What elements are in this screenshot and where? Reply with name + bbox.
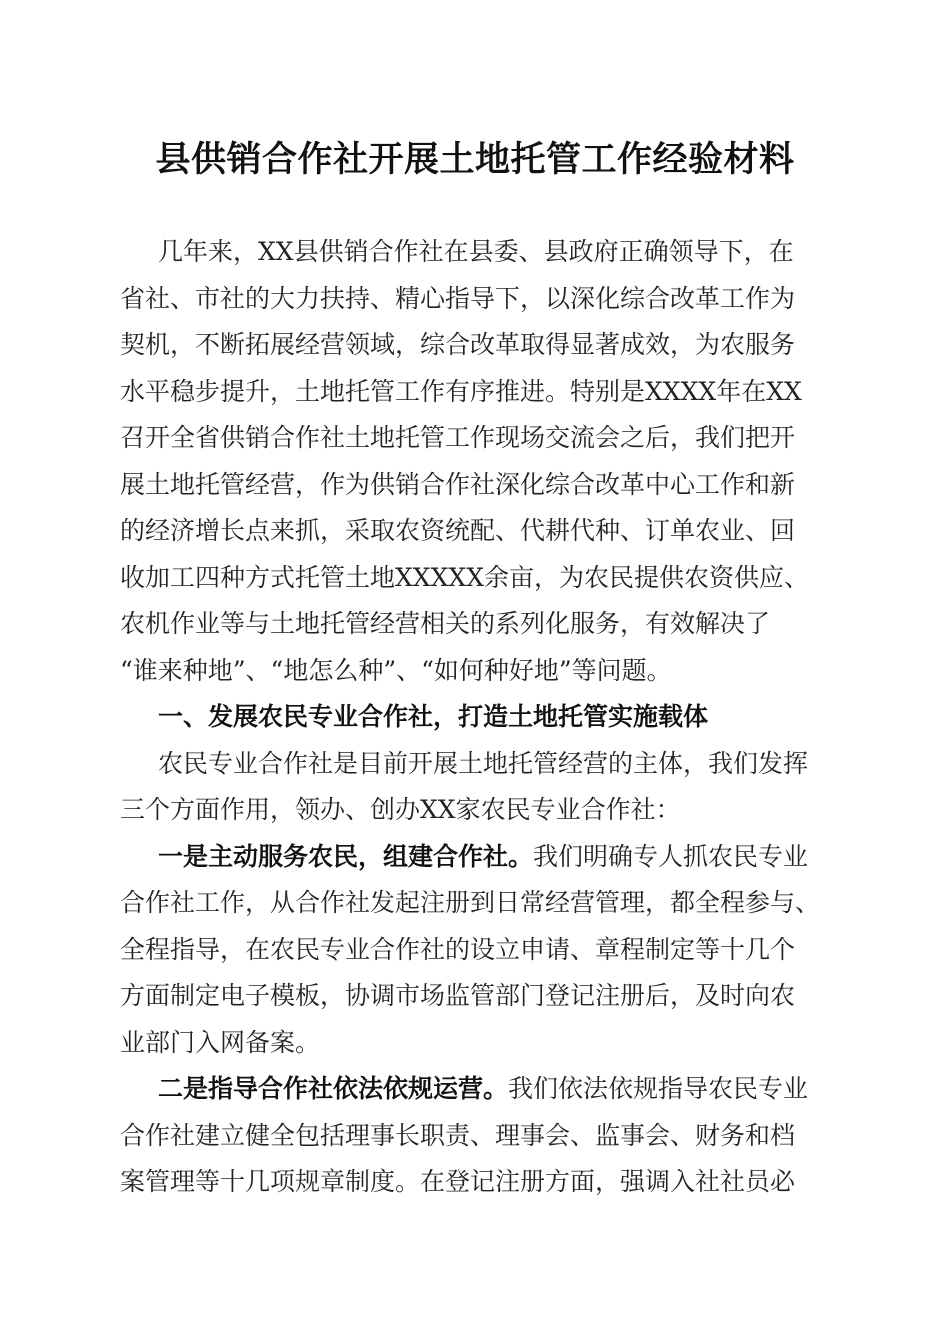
intro-line: 召开全省供销合作社土地托管工作现场交流会之后，我们把开 (120, 423, 796, 452)
intro-line: 展土地托管经营，作为供销合作社深化综合改革中心工作和新 (120, 469, 796, 499)
point1-first-line (120, 834, 830, 881)
section-intro-line: 农民专业合作社是目前开展土地托管经营的主体，我们发挥 (158, 748, 809, 778)
point2-line: 案管理等十几项规章制度。在登记注册方面，强调入社社员必 (120, 1167, 796, 1196)
point2-first-line (120, 1066, 830, 1113)
section-heading: 一、发展农民专业合作社，打造土地托管实施载体 (158, 702, 709, 731)
point1-line: 合作社工作，从合作社发起注册到日常经营管理，都全程参与、 (120, 888, 821, 917)
point1-line: 方面制定电子模板，协调市场监管部门登记注册后，及时向农 (120, 981, 796, 1010)
point1-line: 全程指导，在农民专业合作社的设立申请、章程制定等十几个 (120, 934, 796, 964)
point1-lead: 一是主动服务农民，组建合作社。 (158, 841, 534, 871)
intro-line: “谁来种地”、“地怎么种”、“如何种好地”等问题。 (120, 655, 672, 685)
intro-line: 契机，不断拓展经营领域，综合改革取得显著成效，为农服务 (120, 330, 796, 359)
point2-line: 合作社建立健全包括理事长职责、理事会、监事会、财务和档 (120, 1120, 796, 1150)
intro-line: 水平稳步提升，土地托管工作有序推进。特别是XXXX年在XX (120, 376, 802, 406)
point1-line: 业部门入网备案。 (120, 1027, 321, 1057)
document-title: 县供销合作社开展土地托管工作经验材料 (155, 139, 795, 180)
document-body (120, 229, 830, 1206)
point1-first-line-rest: 我们明确专人抓农民专业 (533, 841, 809, 871)
intro-line: 几年来，XX县供销合作社在县委、县政府正确领导下，在 (158, 237, 794, 266)
point2-first-line-rest: 我们依法依规指导农民专业 (508, 1074, 809, 1103)
intro-line: 的经济增长点来抓，采取农资统配、代耕代种、订单农业、回 (120, 516, 796, 545)
point2-lead: 二是指导合作社依法依规运营。 (158, 1074, 509, 1103)
intro-line: 收加工四种方式托管土地XXXXX余亩，为农民提供农资供应、 (120, 562, 809, 592)
intro-line: 省社、市社的大力扶持、精心指导下，以深化综合改革工作为 (120, 283, 796, 313)
section-intro-line: 三个方面作用，领办、创办XX家农民专业合作社： (120, 795, 681, 824)
intro-line: 农机作业等与土地托管经营相关的系列化服务，有效解决了 (120, 609, 771, 638)
